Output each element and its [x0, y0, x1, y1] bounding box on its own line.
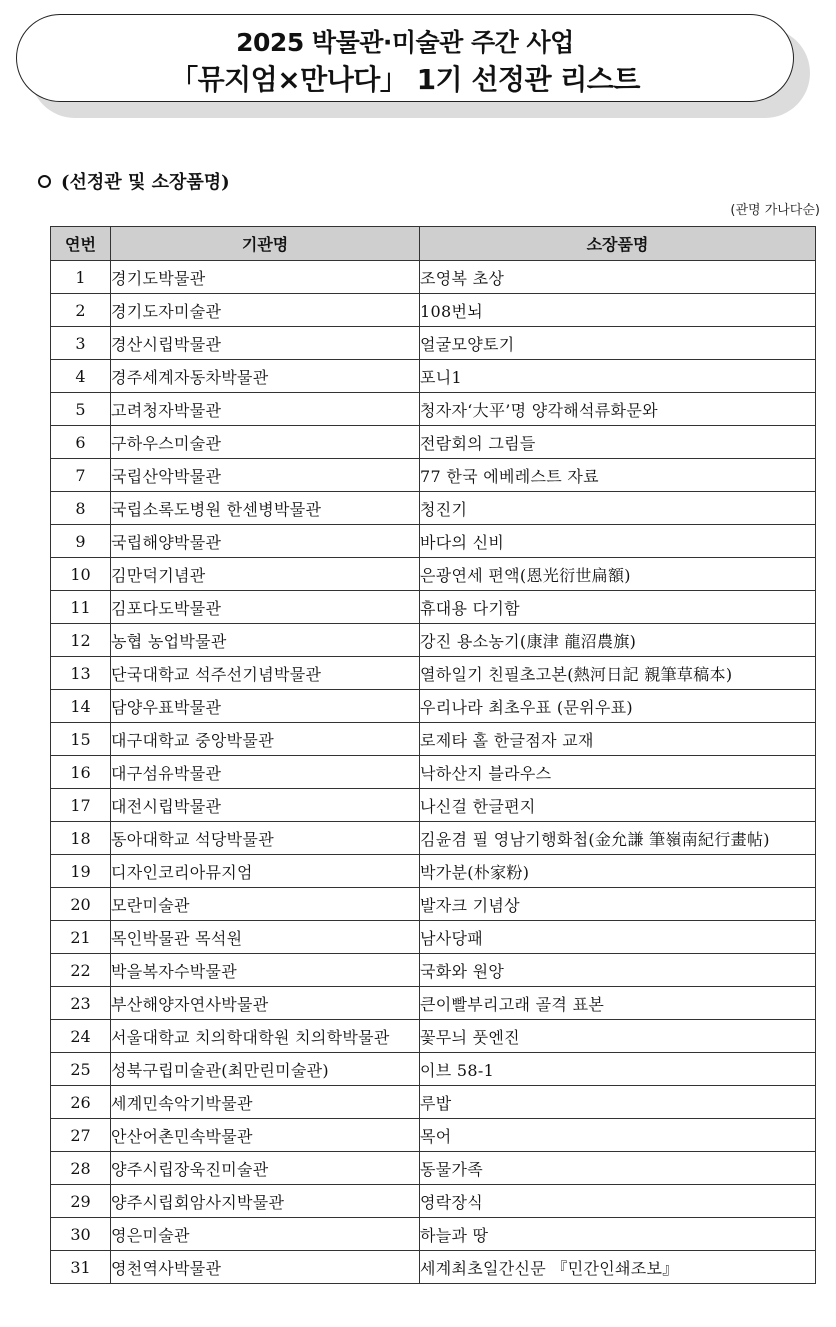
table-body [51, 261, 816, 1284]
row-number-cell: 28 [51, 1152, 111, 1185]
collection-item-cell: 목어 [420, 1119, 816, 1152]
row-number-cell: 18 [51, 822, 111, 855]
collection-item-cell: 청자자‘大平’명 양각해석류화문와 [420, 393, 816, 426]
title-banner [16, 14, 796, 104]
institution-name-cell: 경산시립박물관 [111, 327, 420, 360]
row-number-cell: 15 [51, 723, 111, 756]
table-row [51, 921, 816, 954]
institution-name-cell: 부산해양자연사박물관 [111, 987, 420, 1020]
row-number-cell: 1 [51, 261, 111, 294]
institution-name-cell: 영은미술관 [111, 1218, 420, 1251]
table-row [51, 1119, 816, 1152]
row-number-cell: 6 [51, 426, 111, 459]
institution-name-cell: 경기도자미술관 [111, 294, 420, 327]
row-number-cell: 7 [51, 459, 111, 492]
row-number-cell: 25 [51, 1053, 111, 1086]
institution-name-cell: 담양우표박물관 [111, 690, 420, 723]
collection-item-cell: 세계최초일간신문 『민간인쇄조보』 [420, 1251, 816, 1284]
table-row [51, 1020, 816, 1053]
table-row [51, 459, 816, 492]
institution-name-cell: 김만덕기념관 [111, 558, 420, 591]
row-number-cell: 16 [51, 756, 111, 789]
institution-name-cell: 대전시립박물관 [111, 789, 420, 822]
section-heading [38, 168, 230, 194]
institution-name-cell: 국립산악박물관 [111, 459, 420, 492]
collection-item-cell: 김윤겸 필 영남기행화첩(金允謙 筆嶺南紀行畫帖) [420, 822, 816, 855]
table-row [51, 1251, 816, 1284]
collection-item-cell: 영락장식 [420, 1185, 816, 1218]
collection-item-cell: 청진기 [420, 492, 816, 525]
collection-item-cell: 하늘과 땅 [420, 1218, 816, 1251]
row-number-cell: 3 [51, 327, 111, 360]
title-line-2: 「뮤지엄×만나다」 1기 선정관 리스트 [170, 63, 640, 96]
row-number-cell: 24 [51, 1020, 111, 1053]
table-row [51, 822, 816, 855]
table-row [51, 624, 816, 657]
row-number-cell: 17 [51, 789, 111, 822]
collection-item-cell: 박가분(朴家粉) [420, 855, 816, 888]
circle-bullet-icon [38, 175, 51, 188]
collection-item-cell: 은광연세 편액(恩光衍世扁額) [420, 558, 816, 591]
table-row [51, 855, 816, 888]
row-number-cell: 27 [51, 1119, 111, 1152]
collection-item-cell: 전람회의 그림들 [420, 426, 816, 459]
section-heading-text: (선정관 및 소장품명) [61, 172, 230, 193]
table-row [51, 261, 816, 294]
title-line-1: 2025 박물관·미술관 주간 사업 [236, 28, 574, 57]
table-row [51, 393, 816, 426]
institution-name-cell: 경주세계자동차박물관 [111, 360, 420, 393]
row-number-cell: 4 [51, 360, 111, 393]
collection-item-cell: 강진 용소농기(康津 龍沼農旗) [420, 624, 816, 657]
table-row [51, 888, 816, 921]
collection-item-cell: 큰이빨부리고래 골격 표본 [420, 987, 816, 1020]
row-number-cell: 5 [51, 393, 111, 426]
row-number-cell: 11 [51, 591, 111, 624]
collection-item-cell: 포니1 [420, 360, 816, 393]
column-header-collection-item: 소장품명 [420, 227, 816, 261]
institution-name-cell: 양주시립장욱진미술관 [111, 1152, 420, 1185]
collection-item-cell: 우리나라 최초우표 (문위우표) [420, 690, 816, 723]
table-row [51, 657, 816, 690]
table-row [51, 591, 816, 624]
institution-name-cell: 영천역사박물관 [111, 1251, 420, 1284]
collection-item-cell: 꽃무늬 풋엔진 [420, 1020, 816, 1053]
institution-name-cell: 성북구립미술관(최만린미술관) [111, 1053, 420, 1086]
table-row [51, 756, 816, 789]
row-number-cell: 14 [51, 690, 111, 723]
row-number-cell: 29 [51, 1185, 111, 1218]
table-row [51, 1185, 816, 1218]
table-row [51, 1086, 816, 1119]
collection-item-cell: 108번뇌 [420, 294, 816, 327]
table-row [51, 1053, 816, 1086]
collection-item-cell: 낙하산지 블라우스 [420, 756, 816, 789]
table-header-row [51, 227, 816, 261]
table-row [51, 690, 816, 723]
collection-item-cell: 동물가족 [420, 1152, 816, 1185]
table-row [51, 294, 816, 327]
table-row [51, 954, 816, 987]
row-number-cell: 9 [51, 525, 111, 558]
table-row [51, 360, 816, 393]
row-number-cell: 8 [51, 492, 111, 525]
row-number-cell: 2 [51, 294, 111, 327]
institution-name-cell: 안산어촌민속박물관 [111, 1119, 420, 1152]
table-row [51, 426, 816, 459]
title-box [16, 14, 794, 102]
collection-item-cell: 열하일기 친필초고본(熱河日記 親筆草稿本) [420, 657, 816, 690]
table-row [51, 789, 816, 822]
row-number-cell: 22 [51, 954, 111, 987]
row-number-cell: 31 [51, 1251, 111, 1284]
column-header-number: 연번 [51, 227, 111, 261]
institution-name-cell: 대구섬유박물관 [111, 756, 420, 789]
collection-item-cell: 조영복 초상 [420, 261, 816, 294]
table-row [51, 723, 816, 756]
collection-item-cell: 77 한국 에베레스트 자료 [420, 459, 816, 492]
table-row [51, 492, 816, 525]
collection-item-cell: 루밥 [420, 1086, 816, 1119]
institution-name-cell: 구하우스미술관 [111, 426, 420, 459]
institution-name-cell: 단국대학교 석주선기념박물관 [111, 657, 420, 690]
institution-name-cell: 박을복자수박물관 [111, 954, 420, 987]
collection-item-cell: 나신걸 한글편지 [420, 789, 816, 822]
institution-name-cell: 디자인코리아뮤지엄 [111, 855, 420, 888]
table-row [51, 987, 816, 1020]
table-row [51, 558, 816, 591]
table-row [51, 1218, 816, 1251]
institution-name-cell: 양주시립회암사지박물관 [111, 1185, 420, 1218]
institution-name-cell: 농협 농업박물관 [111, 624, 420, 657]
collection-item-cell: 로제타 홀 한글점자 교재 [420, 723, 816, 756]
institution-name-cell: 동아대학교 석당박물관 [111, 822, 420, 855]
row-number-cell: 19 [51, 855, 111, 888]
institution-name-cell: 김포다도박물관 [111, 591, 420, 624]
table-row [51, 525, 816, 558]
collection-item-cell: 얼굴모양토기 [420, 327, 816, 360]
institution-name-cell: 모란미술관 [111, 888, 420, 921]
sort-order-note: (관명 가나다순) [730, 203, 820, 218]
row-number-cell: 13 [51, 657, 111, 690]
row-number-cell: 30 [51, 1218, 111, 1251]
collection-item-cell: 이브 58-1 [420, 1053, 816, 1086]
row-number-cell: 10 [51, 558, 111, 591]
collection-item-cell: 국화와 원앙 [420, 954, 816, 987]
table-row [51, 327, 816, 360]
column-header-institution: 기관명 [111, 227, 420, 261]
institution-name-cell: 고려청자박물관 [111, 393, 420, 426]
collection-item-cell: 남사당패 [420, 921, 816, 954]
row-number-cell: 20 [51, 888, 111, 921]
institution-name-cell: 대구대학교 중앙박물관 [111, 723, 420, 756]
institution-name-cell: 서울대학교 치의학대학원 치의학박물관 [111, 1020, 420, 1053]
institution-name-cell: 세계민속악기박물관 [111, 1086, 420, 1119]
institution-name-cell: 국립소록도병원 한센병박물관 [111, 492, 420, 525]
selected-museums-table [50, 226, 816, 1284]
institution-name-cell: 목인박물관 목석원 [111, 921, 420, 954]
institution-name-cell: 경기도박물관 [111, 261, 420, 294]
row-number-cell: 21 [51, 921, 111, 954]
collection-item-cell: 휴대용 다기함 [420, 591, 816, 624]
collection-item-cell: 바다의 신비 [420, 525, 816, 558]
row-number-cell: 26 [51, 1086, 111, 1119]
row-number-cell: 23 [51, 987, 111, 1020]
collection-item-cell: 발자크 기념상 [420, 888, 816, 921]
row-number-cell: 12 [51, 624, 111, 657]
institution-name-cell: 국립해양박물관 [111, 525, 420, 558]
table-row [51, 1152, 816, 1185]
